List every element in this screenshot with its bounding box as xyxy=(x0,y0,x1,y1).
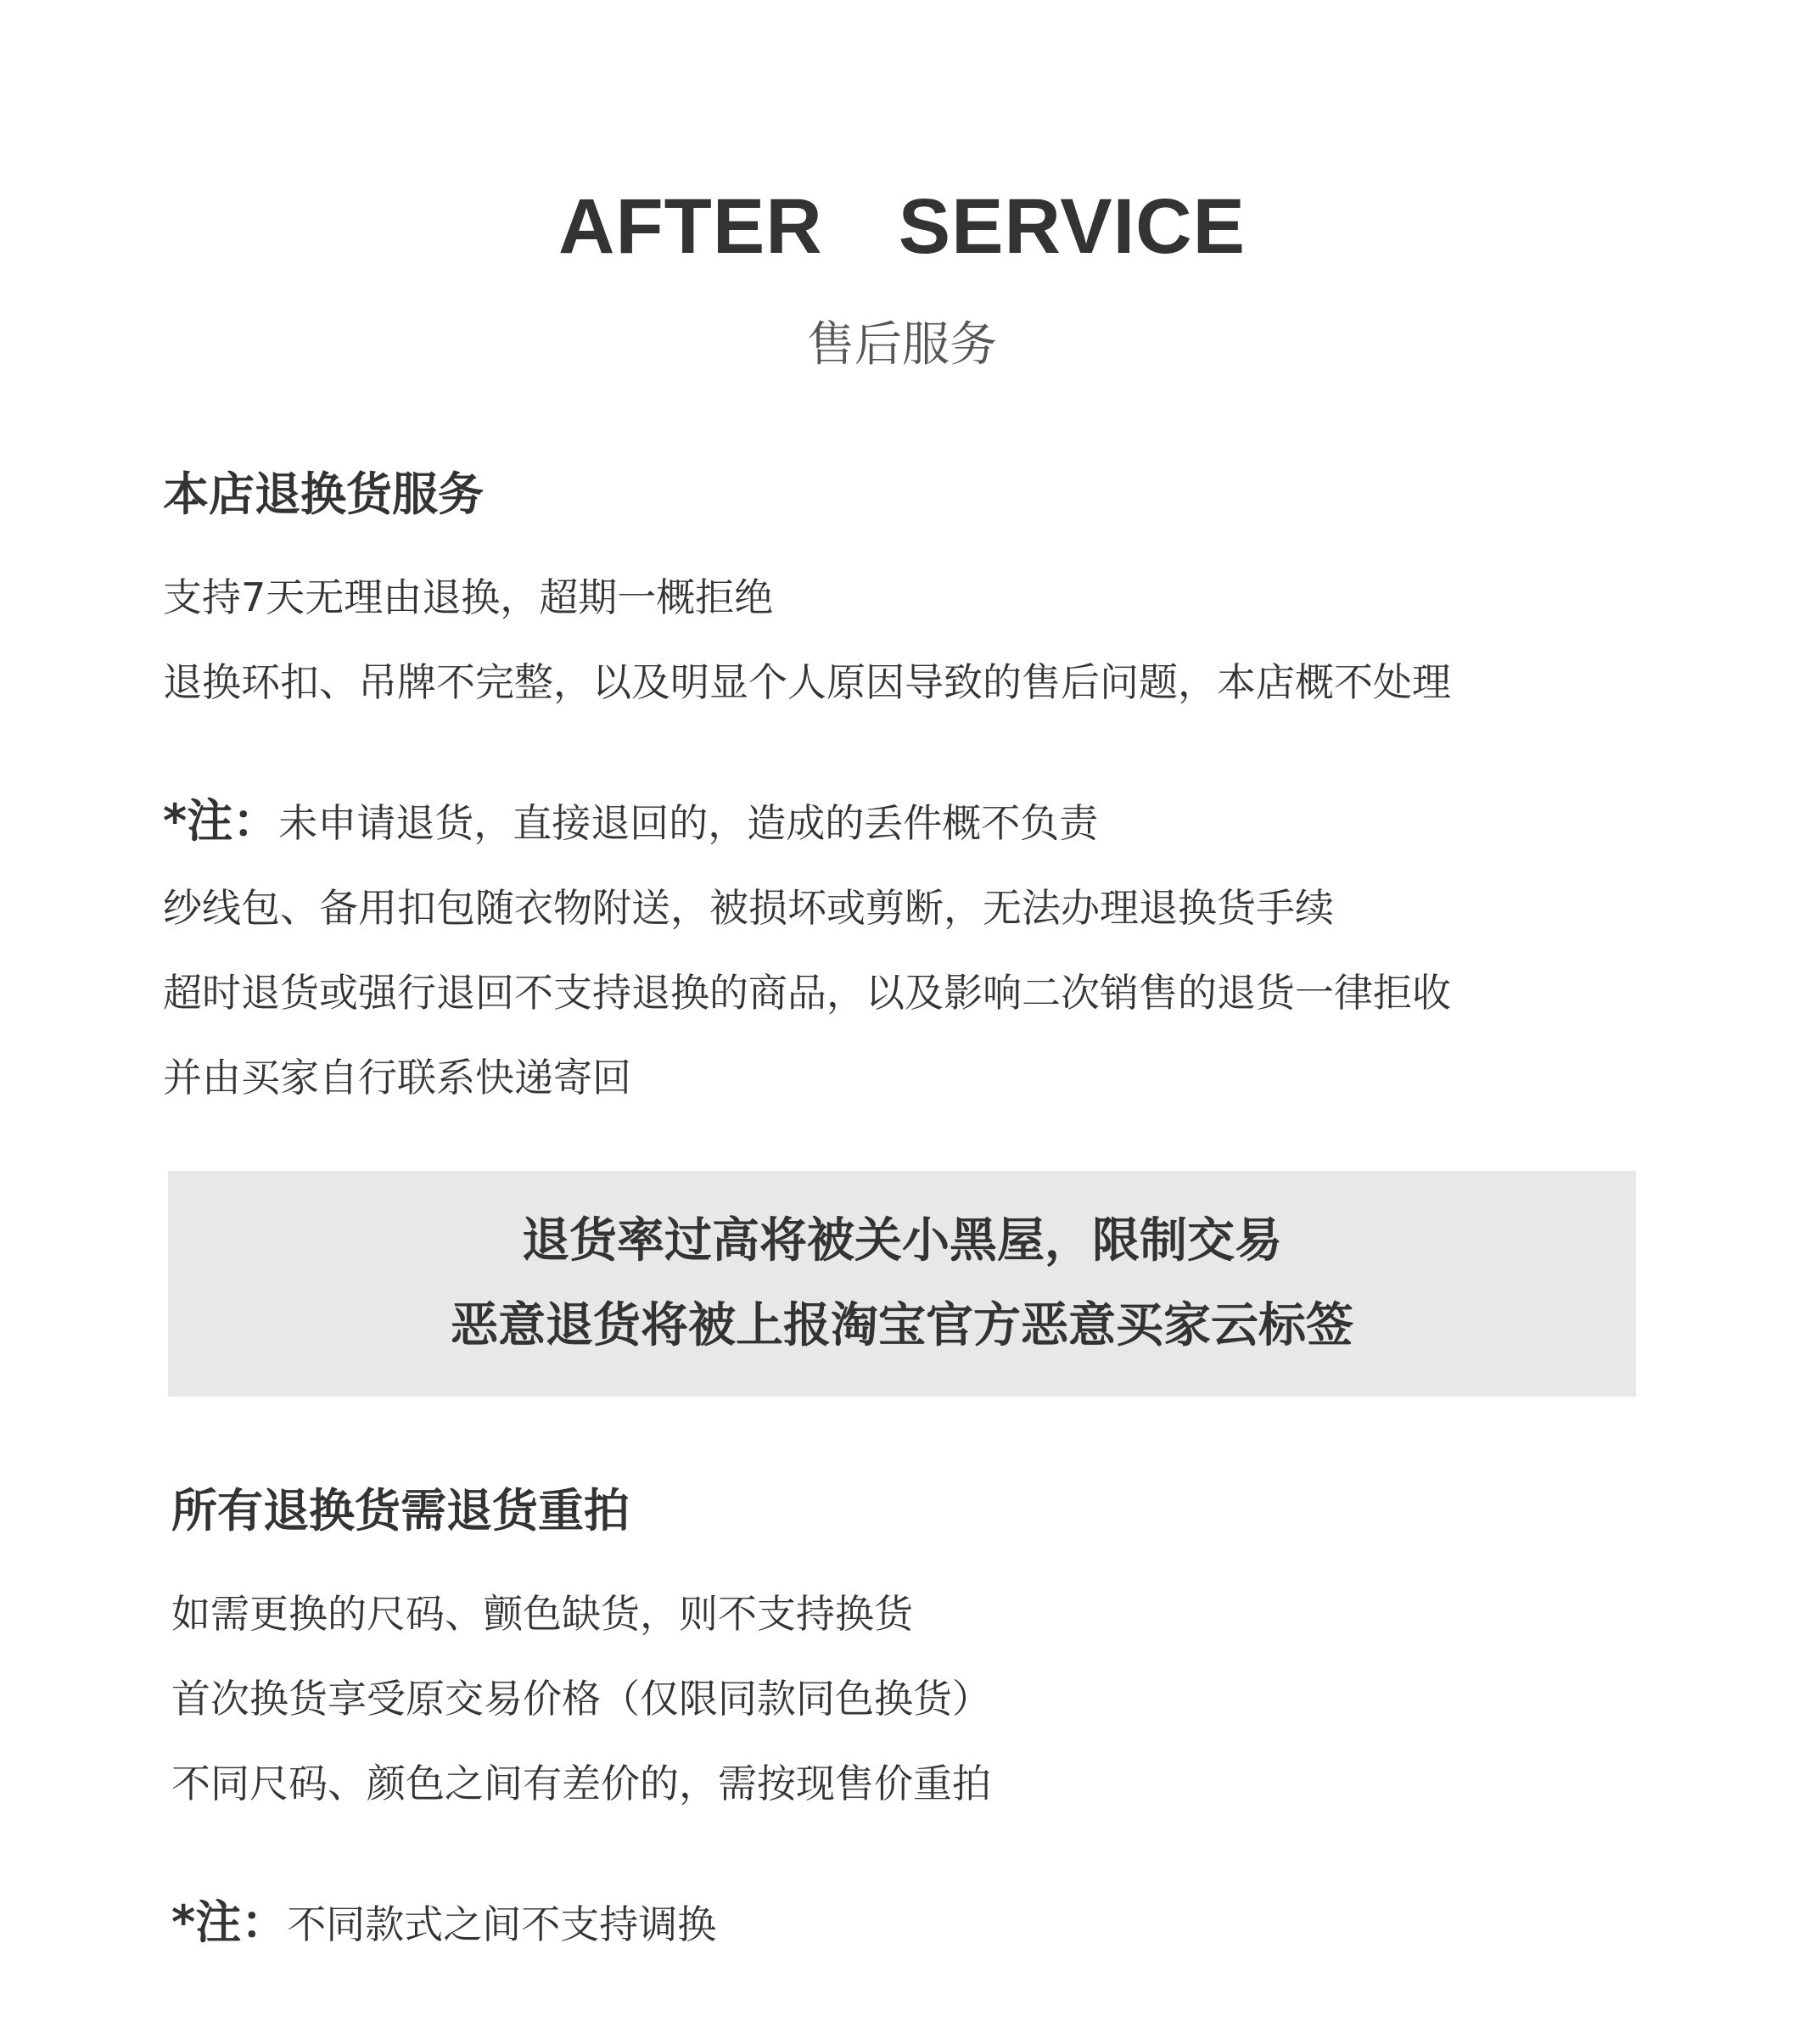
section1-note-line: 超时退货或强行退回不支持退换的商品，以及影响二次销售的退货一律拒收 xyxy=(163,970,1451,1016)
section2-line: 不同尺码、颜色之间有差价的，需按现售价重拍 xyxy=(171,1761,991,1806)
notice-line-1: 退货率过高将被关小黑屋，限制交易 xyxy=(522,1213,1282,1268)
note-text: 未申请退货，直接退回的，造成的丢件概不负责 xyxy=(278,800,1099,846)
section1-note-line xyxy=(163,796,1098,848)
note-text: 不同款式之间不支持调换 xyxy=(287,1901,717,1947)
section2-heading: 所有退换货需退货重拍 xyxy=(171,1484,630,1537)
note-label: *注： xyxy=(171,1896,288,1949)
warning-notice-box xyxy=(168,1171,1636,1397)
page-title-en: AFTER SERVICE xyxy=(558,183,1246,270)
section2-line: 首次换货享受原交易价格（仅限同款同色换货） xyxy=(171,1676,991,1722)
section2-line: 如需更换的尺码、颤色缺货，则不支持换货 xyxy=(171,1591,913,1637)
section2-note-line xyxy=(171,1897,716,1950)
section1-line: 支持7天无理由退换，超期一概拒绝 xyxy=(163,574,774,620)
section1-note-line: 并由买家自行联系快递寄回 xyxy=(163,1055,631,1100)
notice-line-2: 恶意退货将被上报淘宝官方恶意买家云标签 xyxy=(451,1298,1353,1353)
section1-heading: 本店退换货服务 xyxy=(163,468,484,521)
section1-line: 退换环扣、吊牌不完整，以及明显个人原因导致的售后问题，本店概不处理 xyxy=(163,659,1451,705)
page-title-cn: 售后服务 xyxy=(807,317,997,372)
note-label: *注： xyxy=(163,794,279,848)
section1-note-line: 纱线包、备用扣包随衣物附送，被损坏或剪断，无法办理退换货手续 xyxy=(163,885,1334,931)
